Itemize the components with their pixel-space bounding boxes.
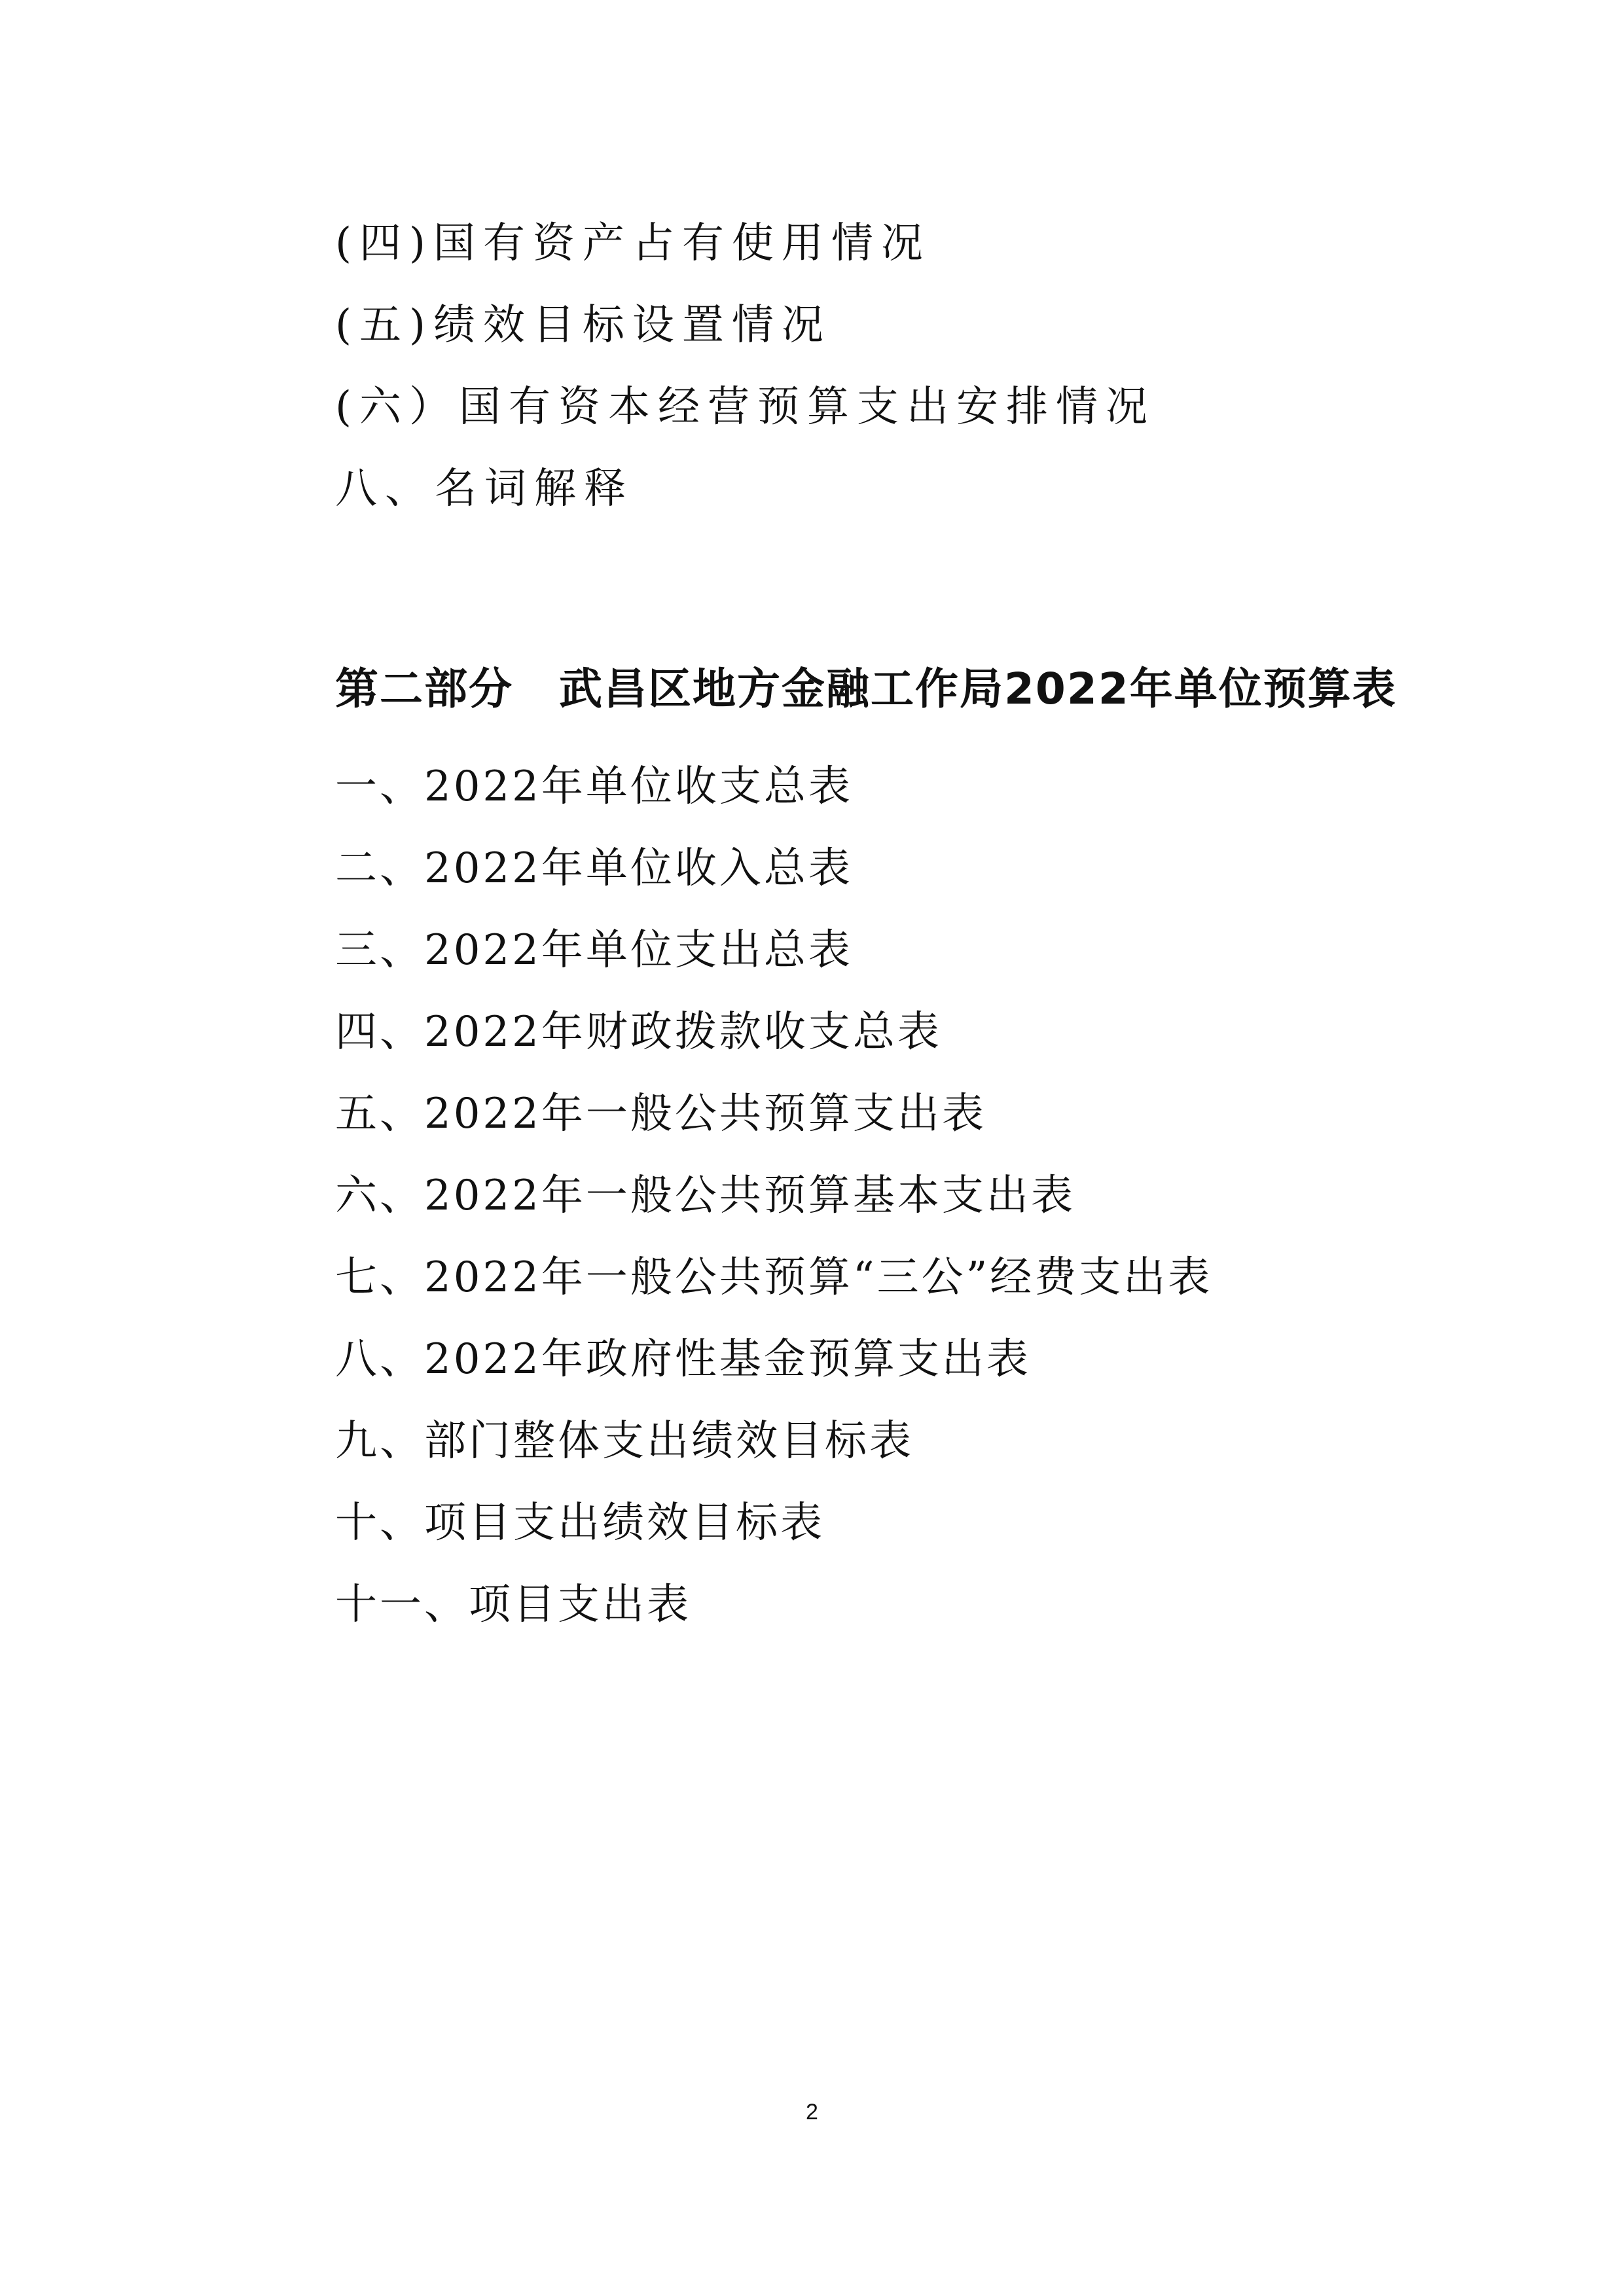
section-heading-part2 [335, 664, 1397, 714]
toc-item-state-assets: (四)国有资产占有使用情况 [335, 219, 931, 268]
page-number: 2 [806, 2100, 818, 2125]
toc-item-glossary: 八、名词解释 [335, 465, 634, 513]
toc-item-performance-goals: (五)绩效目标设置情况 [335, 301, 831, 350]
toc-item-3: 三、2022年单位支出总表 [335, 926, 853, 975]
toc-item-1: 一、2022年单位收支总表 [335, 762, 853, 811]
toc-item-9: 九、部门整体支出绩效目标表 [335, 1417, 914, 1465]
toc-item-6: 六、2022年一般公共预算基本支出表 [335, 1172, 1075, 1220]
toc-item-5: 五、2022年一般公共预算支出表 [335, 1090, 986, 1138]
toc-item-state-capital-budget: (六）国有资本经营预算支出安排情况 [335, 383, 1155, 431]
toc-item-4: 四、2022年财政拨款收支总表 [335, 1008, 942, 1056]
toc-item-11: 十一、项目支出表 [335, 1581, 691, 1629]
toc-item-7: 七、2022年一般公共预算“三公”经费支出表 [335, 1253, 1213, 1302]
section-heading-title: 武昌区地方金融工作局2022年单位预算表 [559, 664, 1397, 714]
toc-item-8: 八、2022年政府性基金预算支出表 [335, 1335, 1031, 1384]
toc-item-10: 十、项目支出绩效目标表 [335, 1499, 825, 1547]
toc-item-2: 二、2022年单位收入总表 [335, 844, 853, 893]
section-heading-label: 第二部分 [335, 664, 513, 714]
